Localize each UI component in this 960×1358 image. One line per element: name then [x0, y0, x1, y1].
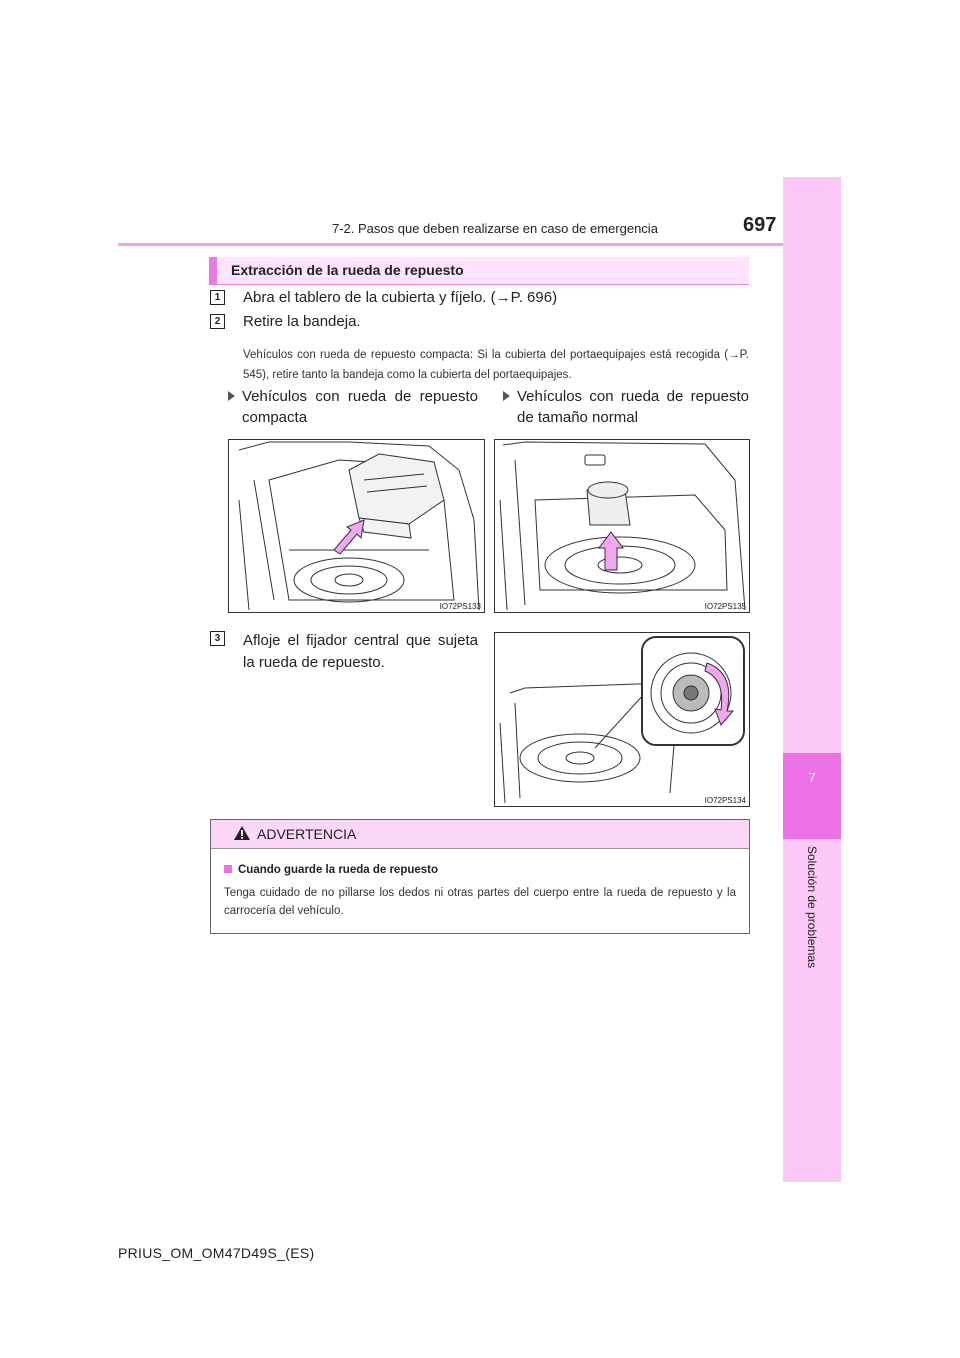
figure-loosen-nut [494, 632, 750, 807]
header-rule [118, 243, 783, 246]
variant-normal-label: Vehículos con rueda de repuesto de tamaño normal [517, 388, 749, 426]
warning-body: Tenga cuidado de no pillarse los dedos ni otras partes del cuerpo entre la rueda de repuesto y la carrocería del vehículo. [224, 887, 736, 917]
section-header [209, 257, 749, 284]
figure-compact-spare [228, 439, 485, 613]
figure-code: IO72PS134 [704, 796, 746, 805]
step-number-2: 2 [210, 314, 225, 329]
square-bullet-icon [224, 865, 232, 873]
step-2-text: Retire la bandeja. [243, 313, 361, 330]
figure-normal-spare [494, 439, 750, 613]
normal-spare-illustration [495, 440, 749, 612]
variant-compact-label: Vehículos con rueda de repuesto compacta [242, 388, 478, 426]
section-rule [209, 284, 749, 285]
variant-compact [228, 386, 478, 428]
step-1-text: Abra el tablero de la cubierta y fíjelo. (→P. 696) [243, 289, 558, 306]
warning-header [211, 820, 749, 849]
triangle-bullet-icon [503, 391, 510, 401]
chapter-title-vertical [805, 846, 823, 969]
loosen-nut-illustration [495, 633, 749, 806]
chapter-number: 7 [808, 770, 816, 785]
step-3-text: Afloje el fijador central que sujeta la rueda de repuesto. [243, 632, 478, 671]
figure-code: IO72PS135 [704, 602, 746, 611]
lift-arrow [334, 520, 364, 554]
step-number-1: 1 [210, 290, 225, 305]
warning-subtitle-text: Cuando guarde la rueda de repuesto [238, 864, 439, 876]
chapter-title: Solución de problemas [805, 846, 819, 969]
document-footer: PRIUS_OM_OM47D49S_(ES) [118, 1245, 315, 1261]
warning-title: ADVERTENCIA [257, 826, 357, 842]
warning-triangle-icon [233, 825, 251, 841]
warning-box [210, 819, 750, 934]
running-header-section: 7-2. Pasos que deben realizarse en caso de emergencia [332, 221, 658, 236]
warning-subtitle [224, 864, 438, 876]
chapter-tab-marker [783, 753, 841, 839]
chapter-tab [783, 177, 841, 1182]
compact-spare-illustration [229, 440, 484, 612]
step-number-3: 3 [210, 631, 225, 646]
figure-code: IO72PS133 [439, 602, 481, 611]
step-2-note: Vehículos con rueda de repuesto compacta: Si la cubierta del portaequipajes está recogida (→P. 545), retire tanto la bandeja como la cubierta del portaequipajes. [243, 349, 749, 381]
triangle-bullet-icon [228, 391, 235, 401]
section-title: Extracción de la rueda de repuesto [231, 262, 464, 278]
variant-normal [503, 386, 749, 428]
page-number: 697 [743, 214, 777, 236]
